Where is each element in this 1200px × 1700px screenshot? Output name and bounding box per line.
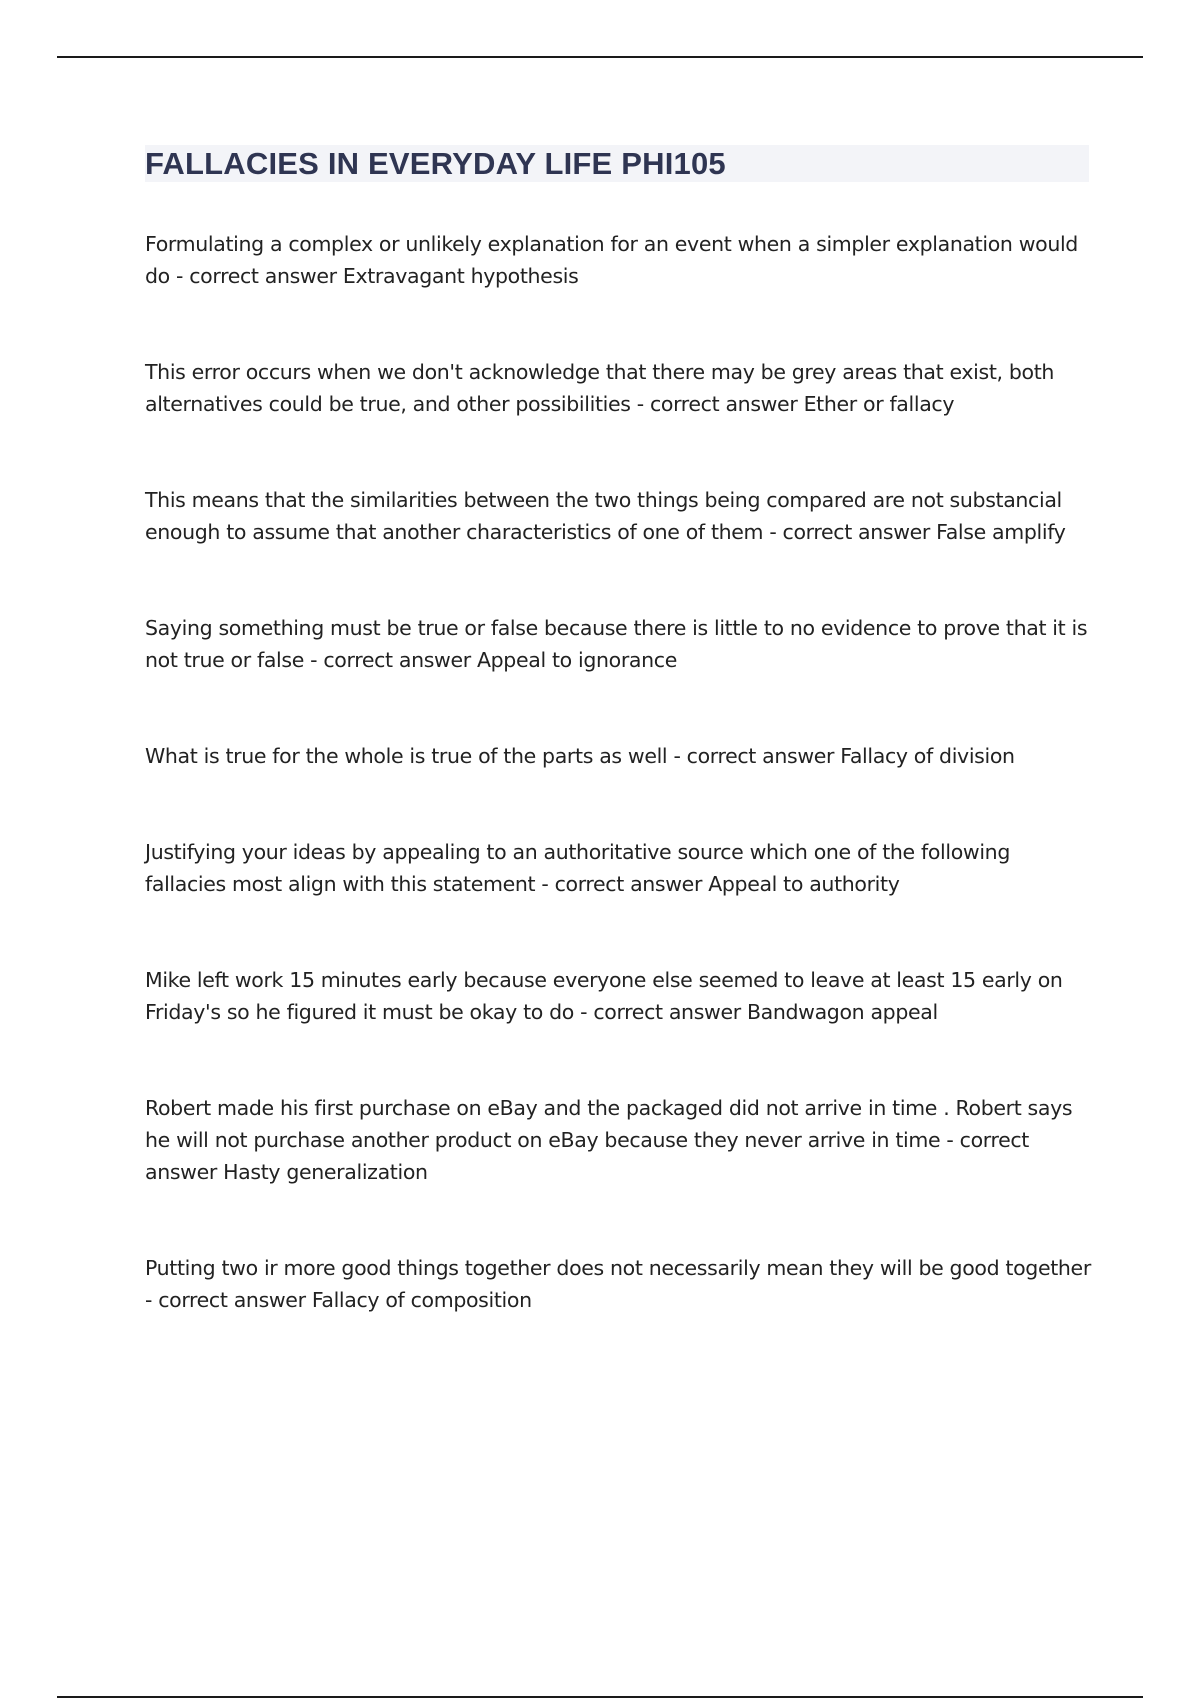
qa-item: What is true for the whole is true of the parts as well - correct answer Fallacy of division (145, 744, 1015, 768)
qa-item: Formulating a complex or unlikely explanation for an event when a simpler explanation would do - correct answer Extravagant hypothesis (145, 232, 1078, 288)
qa-item: Justifying your ideas by appealing to an authoritative source which one of the following fallacies most align with this statement - correct answer Appeal to authority (145, 840, 1010, 896)
qa-item: This means that the similarities between the two things being compared are not substancial enough to assume that another characteristics of one of them - correct answer False amplify (145, 488, 1066, 544)
page-title: FALLACIES IN EVERYDAY LIFE PHI105 (145, 146, 726, 181)
qa-item: Putting two ir more good things together does not necessarily mean they will be good together - correct answer Fallacy of composition (145, 1256, 1091, 1312)
qa-item: Robert made his first purchase on eBay and the packaged did not arrive in time . Robert says he will not purchase another product on eBay because they never arrive in time - correct answer Hasty generalization (145, 1096, 1073, 1184)
bottom-rule (57, 1696, 1143, 1698)
qa-item: Mike left work 15 minutes early because everyone else seemed to leave at least 15 early on Friday's so he figured it must be okay to do - correct answer Bandwagon appeal (145, 968, 1063, 1024)
qa-item: Saying something must be true or false because there is little to no evidence to prove that it is not true or false - correct answer Appeal to ignorance (145, 616, 1088, 672)
question-answer-list (145, 228, 1095, 1380)
qa-item: This error occurs when we don't acknowledge that there may be grey areas that exist, both alternatives could be true, and other possibilities - correct answer Ether or fallacy (145, 360, 1055, 416)
top-rule (57, 56, 1143, 58)
